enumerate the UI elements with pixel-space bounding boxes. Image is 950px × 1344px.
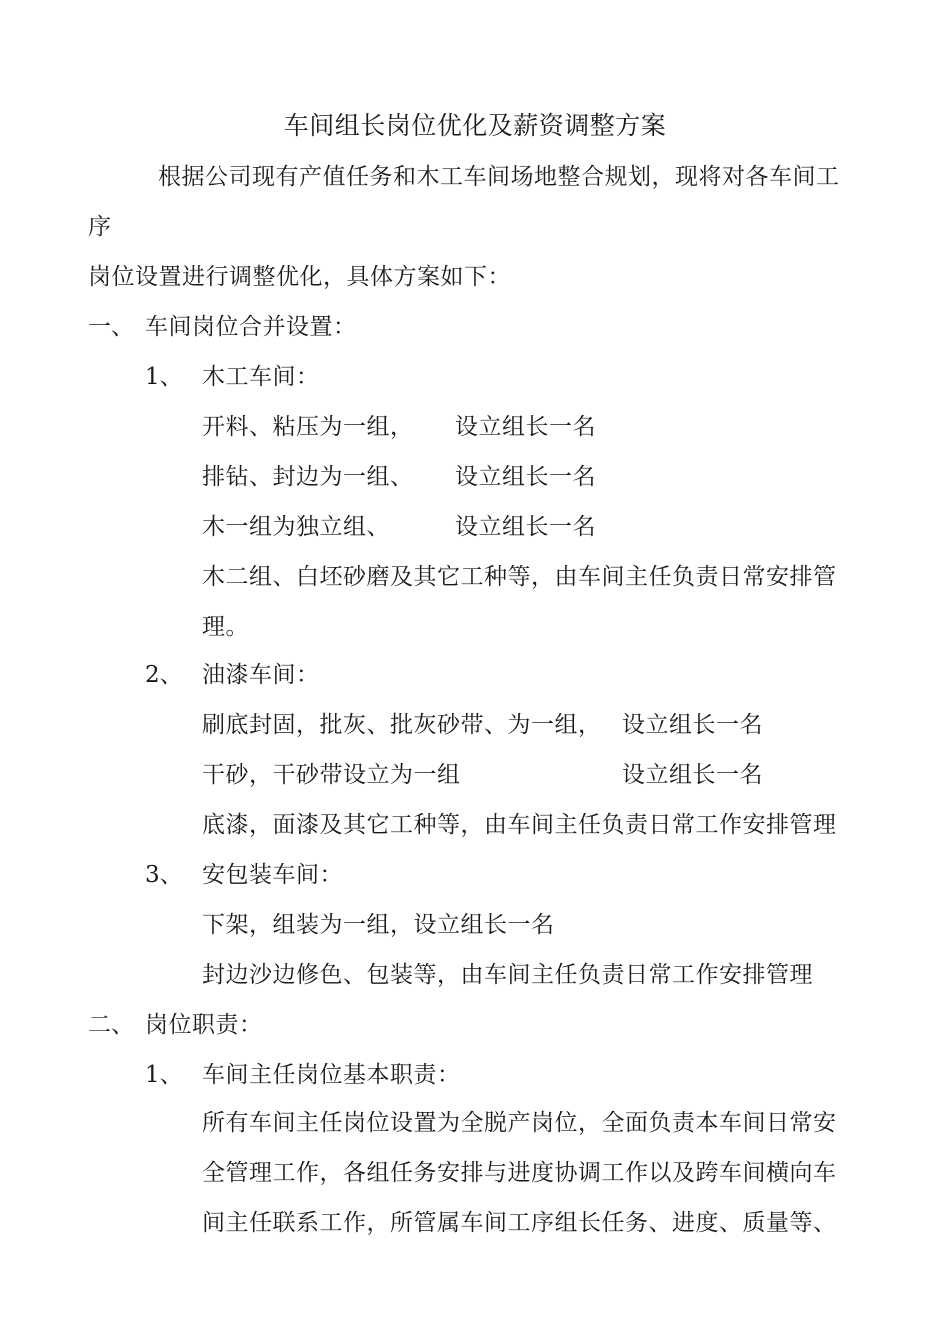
document-title: 车间组长岗位优化及薪资调整方案 (283, 111, 667, 140)
duties-row-3: 间主任联系工作，所管属车间工序组长任务、进度、质量等、 (202, 1210, 837, 1236)
assembly-row-1: 下架，组装为一组，设立组长一名 (202, 912, 555, 938)
item-1-1-number: 1、 (145, 364, 183, 390)
paint-row-2-left: 干砂，干砂带设立为一组 (202, 762, 461, 788)
section-2-number: 二、 (88, 1012, 134, 1038)
paint-row-3: 底漆，面漆及其它工种等，由车间主任负责日常工作安排管理 (202, 812, 837, 838)
item-1-3-heading: 安包装车间： (202, 862, 343, 888)
woodwork-row-3-right: 设立组长一名 (455, 514, 596, 540)
assembly-row-2: 封边沙边修色、包装等，由车间主任负责日常工作安排管理 (202, 962, 813, 988)
woodwork-row-2-right: 设立组长一名 (455, 464, 596, 490)
item-2-1-number: 1、 (145, 1062, 183, 1088)
item-1-2-heading: 油漆车间： (202, 662, 320, 688)
woodwork-row-3-left: 木一组为独立组、 (202, 514, 390, 540)
woodwork-row-5: 理。 (202, 614, 249, 640)
paint-row-2-right: 设立组长一名 (622, 762, 763, 788)
intro-line-2: 序 (88, 214, 112, 240)
paint-row-1-right: 设立组长一名 (622, 712, 763, 738)
paint-row-1-left: 刷底封固，批灰、批灰砂带、为一组， (202, 712, 602, 738)
section-1-number: 一、 (88, 314, 134, 340)
woodwork-row-2-left: 排钻、封边为一组、 (202, 464, 414, 490)
intro-line-3: 岗位设置进行调整优化，具体方案如下： (88, 264, 511, 290)
section-1-heading: 车间岗位合并设置： (145, 314, 357, 340)
duties-row-1: 所有车间主任岗位设置为全脱产岗位，全面负责本车间日常安 (202, 1110, 837, 1136)
intro-line-1: 根据公司现有产值任务和木工车间场地整合规划，现将对各车间工 (158, 164, 840, 190)
woodwork-row-4: 木二组、白坯砂磨及其它工种等，由车间主任负责日常安排管 (202, 564, 837, 590)
section-2-heading: 岗位职责： (145, 1012, 263, 1038)
woodwork-row-1-right: 设立组长一名 (455, 414, 596, 440)
item-2-1-heading: 车间主任岗位基本职责： (202, 1062, 461, 1088)
duties-row-2: 全管理工作，各组任务安排与进度协调工作以及跨车间横向车 (202, 1160, 837, 1186)
item-1-3-number: 3、 (145, 862, 183, 888)
item-1-1-heading: 木工车间： (202, 364, 320, 390)
woodwork-row-1-left: 开料、粘压为一组， (202, 414, 414, 440)
item-1-2-number: 2、 (145, 662, 183, 688)
